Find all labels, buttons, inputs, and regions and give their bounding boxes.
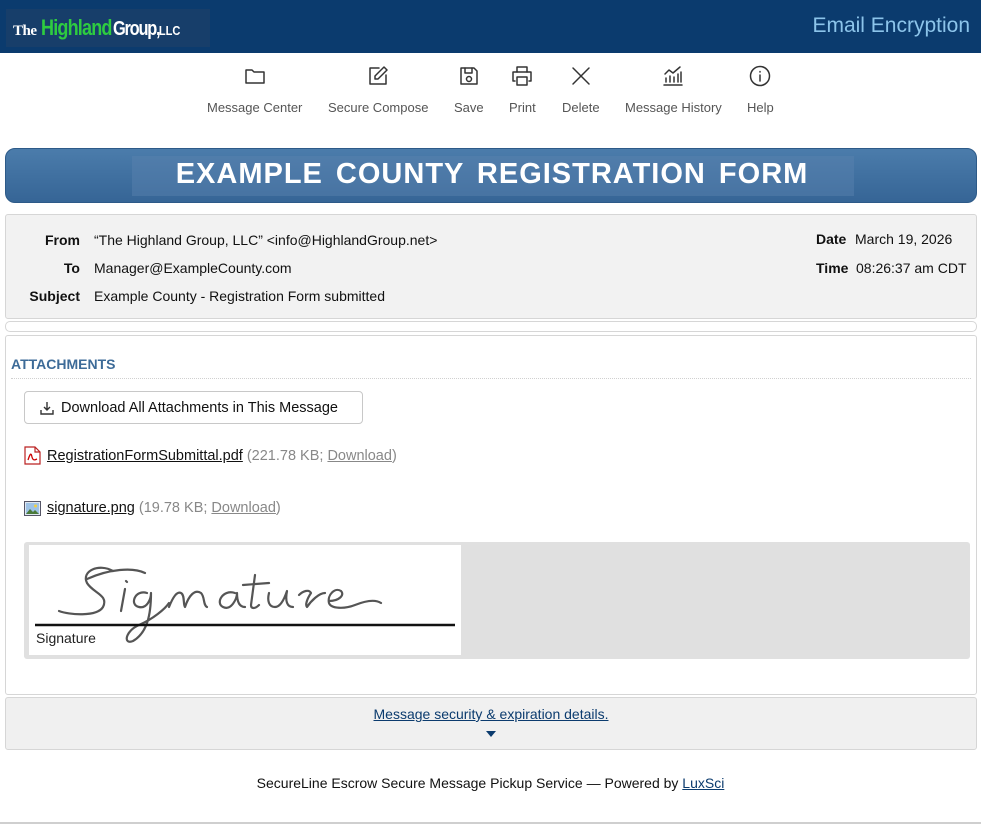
attachments-panel — [5, 335, 977, 695]
message-center-button[interactable] — [207, 64, 302, 115]
from-label: From — [45, 232, 80, 248]
download-icon — [39, 400, 55, 416]
message-history-button[interactable] — [625, 64, 722, 115]
top-header-bar — [0, 0, 981, 53]
logo-llc: LLC — [159, 23, 181, 38]
header-divider-bar — [5, 321, 977, 332]
date-value: March 19, 2026 — [855, 231, 953, 247]
signature-caption: Signature — [36, 630, 96, 646]
attachment-meta-pdf — [247, 448, 397, 464]
info-icon — [748, 64, 772, 88]
attachment-meta-close-png: ) — [275, 500, 281, 516]
attachment-meta-close-pdf: ) — [391, 447, 397, 464]
footer-text: SecureLine Escrow Secure Message Pickup Service — Powered by — [256, 775, 683, 791]
company-logo[interactable] — [6, 9, 210, 47]
attachment-item-pdf — [24, 446, 397, 465]
print-button[interactable] — [509, 64, 536, 115]
secure-compose-label: Secure Compose — [328, 100, 429, 115]
save-label: Save — [454, 100, 484, 115]
print-label: Print — [509, 100, 536, 115]
attachments-heading: ATTACHMENTS — [11, 356, 116, 372]
security-details-link[interactable]: Message security & expiration details. — [373, 706, 609, 722]
attachment-download-link-pdf[interactable]: Download — [327, 447, 392, 464]
attachments-divider — [11, 378, 971, 379]
history-chart-icon — [661, 64, 685, 88]
to-value: Manager@ExampleCounty.com — [94, 260, 292, 276]
attachment-name-pdf[interactable]: RegistrationFormSubmittal.pdf — [47, 447, 243, 464]
message-history-label: Message History — [625, 100, 722, 115]
folder-icon — [243, 64, 267, 88]
from-value: “The Highland Group, LLC” <info@HighlandGroup.net> — [94, 232, 438, 248]
attachment-size-png: (19.78 KB; — [138, 500, 212, 516]
toolbar — [0, 64, 981, 124]
logo-group: Group, — [112, 18, 159, 40]
banner-title: EXAMPLE COUNTY REGISTRATION FORM — [175, 158, 809, 190]
to-label: To — [63, 260, 80, 276]
attachment-meta-png — [139, 500, 281, 516]
caret-down-icon[interactable] — [486, 731, 496, 737]
subject-banner — [5, 148, 977, 203]
delete-label: Delete — [562, 100, 600, 115]
attachment-size-pdf: (221.78 KB; — [246, 447, 328, 464]
time-value: 08:26:37 am CDT — [856, 260, 967, 276]
secure-compose-button[interactable] — [328, 64, 428, 115]
delete-button[interactable] — [562, 64, 600, 115]
time-label: Time — [816, 260, 849, 276]
logo-the: The — [13, 23, 37, 39]
message-header-panel — [5, 214, 977, 319]
footer — [0, 775, 981, 791]
help-label: Help — [747, 100, 774, 115]
print-icon — [510, 64, 534, 88]
attachment-name-png[interactable]: signature.png — [47, 500, 135, 516]
download-all-label: Download All Attachments in This Message — [61, 399, 338, 416]
signature-image — [29, 545, 461, 655]
compose-icon — [366, 64, 390, 88]
date-label: Date — [816, 231, 847, 247]
bottom-divider — [0, 822, 981, 824]
image-icon — [24, 501, 41, 516]
attachment-item-png — [24, 500, 281, 516]
download-all-button[interactable] — [24, 391, 363, 424]
subject-value: Example County - Registration Form submitted — [94, 288, 385, 304]
footer-luxsci-link[interactable]: LuxSci — [682, 775, 725, 791]
help-button[interactable] — [747, 64, 774, 115]
signature-preview-area — [24, 542, 970, 659]
save-icon — [457, 64, 481, 88]
pdf-icon — [24, 446, 41, 465]
security-details-panel — [5, 697, 977, 750]
attachment-download-link-png[interactable]: Download — [211, 500, 276, 516]
message-center-label: Message Center — [207, 100, 303, 115]
delete-icon — [569, 64, 593, 88]
subject-label: Subject — [29, 288, 80, 304]
app-title: Email Encryption — [812, 14, 970, 37]
logo-highland: Highland — [40, 15, 112, 40]
save-button[interactable] — [454, 64, 484, 115]
